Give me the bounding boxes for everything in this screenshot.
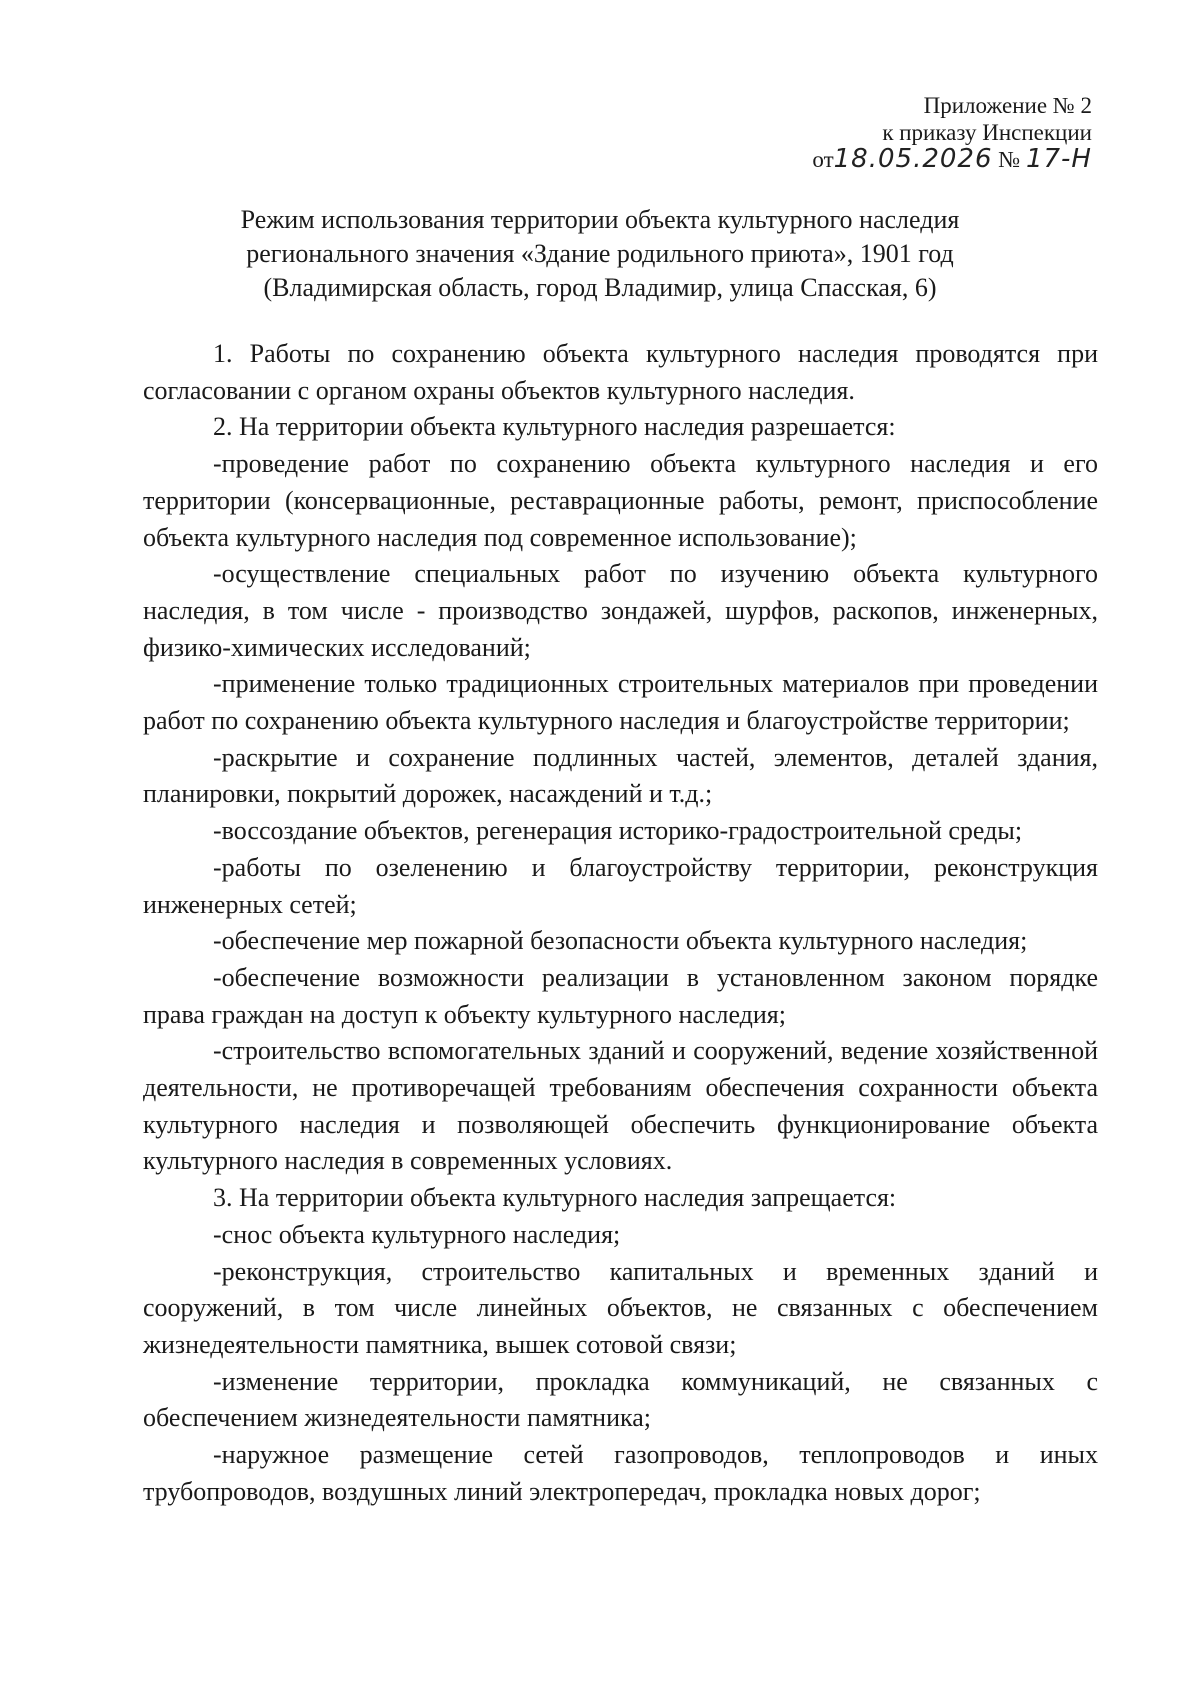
- document-body: [143, 336, 1098, 1511]
- paragraph: 1. Работы по сохранению объекта культурного наследия проводятся при согласовании с органом охраны объектов культурного наследия.: [143, 339, 1098, 405]
- order-date-number: [812, 146, 1092, 173]
- paragraph: -осуществление специальных работ по изучению объекта культурного наследия, в том числе - производство зондажей, шурфов, раскопов, инженерных, физико-химических исследований;: [143, 559, 1098, 662]
- paragraph: 2. На территории объекта культурного наследия разрешается:: [213, 412, 896, 442]
- paragraph: -применение только традиционных строительных материалов при проведении работ по сохранению объекта культурного наследия и благоустройстве территории;: [143, 669, 1098, 736]
- title-line-1: Режим использования территории объекта культурного наследия: [240, 205, 960, 234]
- document-title: [150, 203, 1050, 305]
- paragraph: -воссоздание объектов, регенерация историко-градостроительной среды;: [213, 816, 1023, 846]
- handwritten-date: 18.05.2026: [833, 144, 993, 174]
- order-reference: к приказу Инспекции: [882, 120, 1092, 145]
- appendix-header: [812, 92, 1092, 173]
- paragraph: -изменение территории, прокладка коммуникаций, не связанных с обеспечением жизнедеятельности памятника;: [143, 1366, 1098, 1433]
- number-prefix: №: [998, 147, 1021, 172]
- paragraph: -обеспечение мер пожарной безопасности объекта культурного наследия;: [213, 926, 1028, 956]
- paragraph: -наружное размещение сетей газопроводов, теплопроводов и иных трубопроводов, воздушных линий электропередач, прокладка новых дорог;: [143, 1440, 1098, 1506]
- title-line-3: (Владимирская область, город Владимир, улица Спасская, 6): [263, 273, 937, 302]
- title-line-2: регионального значения «Здание родильного приюта», 1901 год: [246, 239, 954, 268]
- paragraph: -работы по озеленению и благоустройству территории, реконструкция инженерных сетей;: [143, 852, 1098, 919]
- paragraph: -обеспечение возможности реализации в установленном законом порядке права граждан на доступ к объекту культурного наследия;: [143, 962, 1098, 1029]
- handwritten-number: 17-Н: [1025, 144, 1092, 174]
- appendix-label: Приложение № 2: [923, 93, 1092, 118]
- paragraph: -снос объекта культурного наследия;: [213, 1219, 621, 1249]
- paragraph: 3. На территории объекта культурного наследия запрещается:: [213, 1183, 897, 1213]
- date-prefix: от: [812, 147, 834, 172]
- paragraph: -проведение работ по сохранению объекта культурного наследия и его территории (консервационные, реставрационные работы, ремонт, приспособление объекта культурного наследия под современное использование);: [143, 449, 1098, 552]
- paragraph: -реконструкция, строительство капитальных и временных зданий и сооружений, в том числе линейных объектов, не связанных с обеспечением жизнедеятельности памятника, вышек сотовой связи;: [143, 1256, 1098, 1359]
- paragraph: -строительство вспомогательных зданий и сооружений, ведение хозяйственной деятельности, не противоречащей требованиям обеспечения сохранности объекта культурного наследия и позволяющей обеспечить функционирование объекта культурного наследия в современных условиях.: [143, 1036, 1098, 1176]
- paragraph: -раскрытие и сохранение подлинных частей, элементов, деталей здания, планировки, покрытий дорожек, насаждений и т.д.;: [143, 742, 1098, 809]
